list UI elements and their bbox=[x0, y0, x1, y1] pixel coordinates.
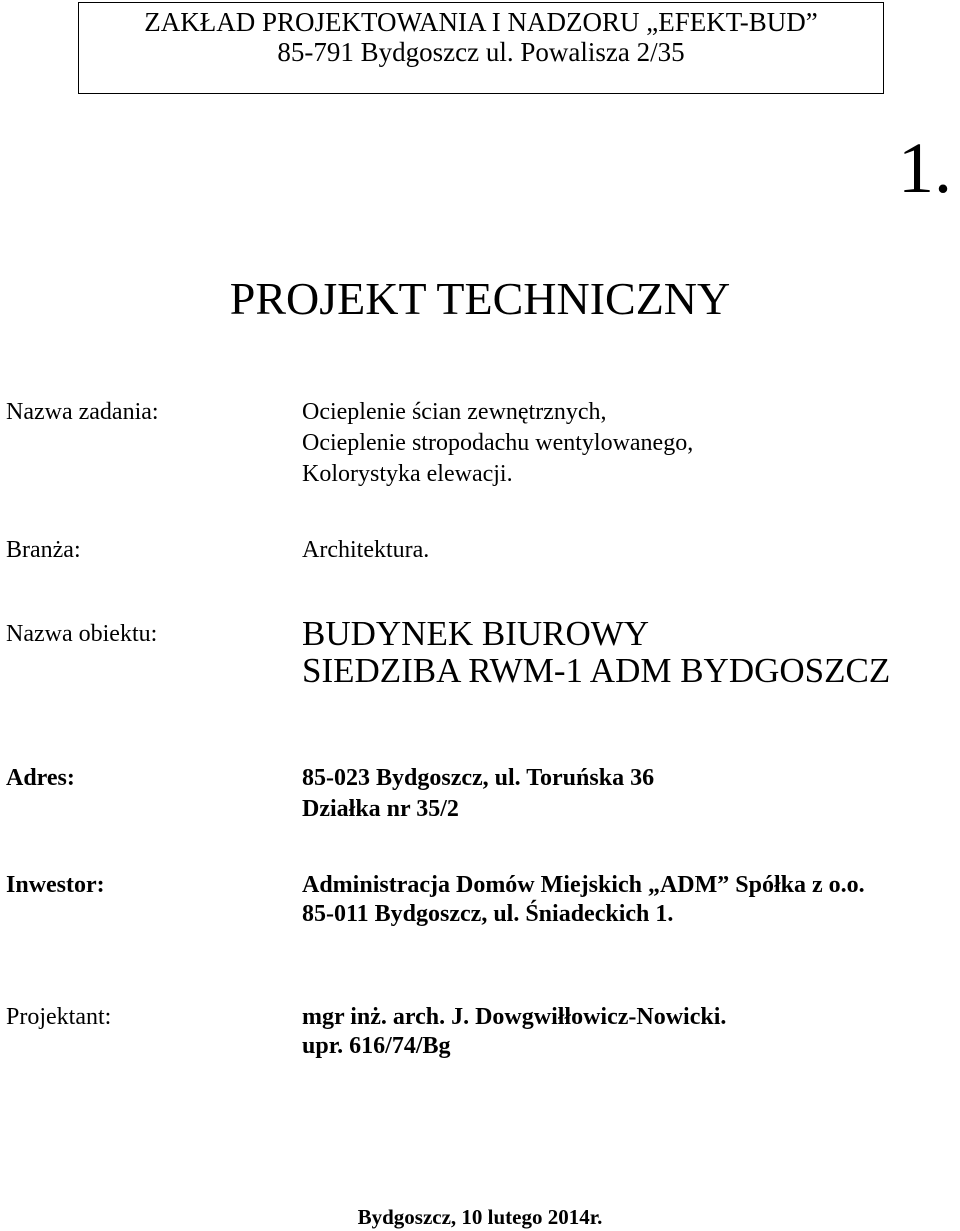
investor-label: Inwestor: bbox=[6, 872, 105, 898]
investor-line: 85-011 Bydgoszcz, ul. Śniadeckich 1. bbox=[302, 901, 674, 927]
discipline-value: Architektura. bbox=[302, 537, 430, 563]
object-name-line: BUDYNEK BIUROWY bbox=[302, 614, 650, 653]
company-address: 85-791 Bydgoszcz ul. Powalisza 2/35 bbox=[277, 37, 685, 67]
company-header bbox=[78, 2, 884, 94]
company-name: ZAKŁAD PROJEKTOWANIA I NADZORU „EFEKT-BUD” bbox=[144, 7, 818, 37]
address-line: 85-023 Bydgoszcz, ul. Toruńska 36 bbox=[302, 765, 655, 791]
section-number: 1. bbox=[898, 128, 952, 208]
task-label: Nazwa zadania: bbox=[6, 399, 159, 425]
designer-line: mgr inż. arch. J. Dowgwiłłowicz-Nowicki. bbox=[302, 1004, 727, 1030]
address-label: Adres: bbox=[6, 765, 75, 791]
designer-label: Projektant: bbox=[6, 1004, 112, 1030]
task-line: Kolorystyka elewacji. bbox=[302, 461, 513, 487]
task-line: Ocieplenie stropodachu wentylowanego, bbox=[302, 430, 694, 456]
document-title: PROJEKT TECHNICZNY bbox=[229, 273, 731, 324]
task-line: Ocieplenie ścian zewnętrznych, bbox=[302, 399, 607, 425]
investor-line: Administracja Domów Miejskich „ADM” Spółka z o.o. bbox=[302, 872, 865, 898]
address-line: Działka nr 35/2 bbox=[302, 796, 459, 822]
object-label: Nazwa obiektu: bbox=[6, 621, 158, 647]
place-and-date: Bydgoszcz, 10 lutego 2014r. bbox=[357, 1205, 603, 1229]
discipline-label: Branża: bbox=[6, 537, 81, 563]
designer-line: upr. 616/74/Bg bbox=[302, 1033, 451, 1059]
object-name-line: SIEDZIBA RWM-1 ADM BYDGOSZCZ bbox=[302, 651, 891, 690]
